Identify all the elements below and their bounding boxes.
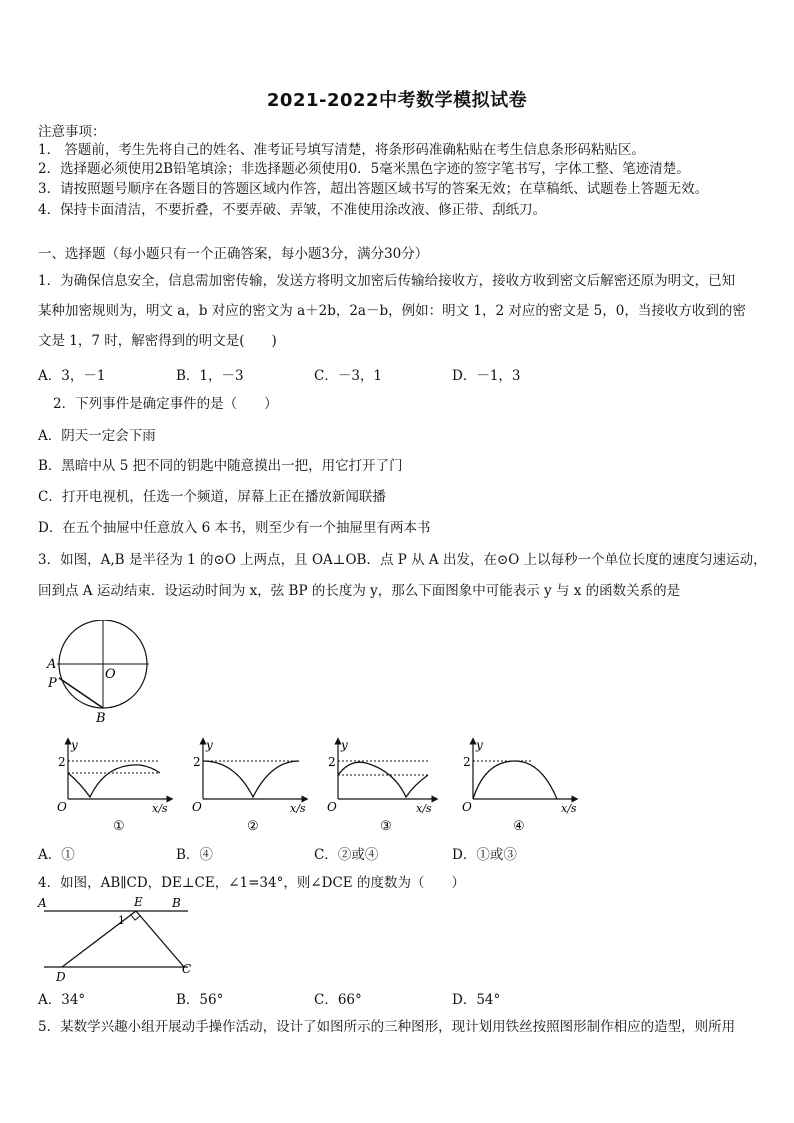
label-b: B	[172, 896, 181, 910]
graph-1	[57, 738, 170, 834]
q3-option-a[interactable]: A．①	[38, 847, 75, 863]
notice-item: 1． 答题前，考生先将自己的姓名、准考证号填写清楚，将条形码准确粘贴在考生信息条形码粘贴区。	[38, 142, 645, 158]
label-p: P	[48, 676, 57, 691]
q3-option-d[interactable]: D．①或③	[452, 847, 517, 863]
q1-stem-line: 1．为确保信息安全，信息需加密传输，发送方将明文加密后传输给接收方，接收方收到密文后解密还原为明文，已知	[38, 273, 736, 289]
q1-stem-line: 某种加密规则为，明文 a，b 对应的密文为 a＋2b，2a－b，例如：明文 1，2 对应的密文是 5，0，当接收方收到的密	[38, 303, 746, 319]
svg-text:2: 2	[328, 755, 336, 769]
q2-option-b[interactable]: B．黑暗中从 5 把不同的钥匙中随意摸出一把，用它打开了门	[38, 458, 403, 474]
svg-text:y: y	[476, 738, 483, 752]
page-title: 2021-2022中考数学模拟试卷	[266, 90, 528, 111]
q1-option-c[interactable]: C．－3，1	[314, 368, 383, 384]
graph-4-label: ④	[513, 819, 525, 834]
q4-option-b[interactable]: B．56°	[176, 992, 224, 1008]
svg-text:2: 2	[58, 755, 66, 769]
q1-stem-line: 文是 1，7 时，解密得到的明文是( )	[38, 333, 277, 349]
notice-item: 2．选择题必须使用2B铅笔填涂；非选择题必须使用0．5毫米黑色字迹的签字笔书写，字体工整、笔迹清楚。	[38, 161, 690, 177]
q3-option-c[interactable]: C．②或④	[314, 847, 379, 863]
q4-stem: 4．如图，AB∥CD，DE⊥CE，∠1=34°，则∠DCE 的度数为（ ）	[38, 875, 465, 891]
label-angle-1: 1	[118, 914, 125, 927]
label-c: C	[182, 962, 192, 976]
graph-3	[327, 738, 435, 834]
svg-text:2: 2	[463, 755, 471, 769]
graph-2	[192, 738, 306, 834]
q3-stem-line: 回到点 A 运动结束．设运动时间为 x，弦 BP 的长度为 y，那么下面图象中可能表示 y 与 x 的函数关系的是	[38, 583, 681, 599]
svg-text:2: 2	[193, 755, 201, 769]
svg-text:O: O	[327, 800, 337, 814]
svg-text:y: y	[206, 738, 213, 752]
q3-options	[38, 843, 758, 863]
q1-option-b[interactable]: B．1，－3	[176, 368, 244, 384]
q2-option-d[interactable]: D．在五个抽屉中任意放入 6 本书，则至少有一个抽屉里有两本书	[38, 520, 431, 536]
notice-heading: 注意事项：	[38, 124, 106, 140]
q2-option-a[interactable]: A．阴天一定会下雨	[38, 428, 156, 444]
label-a: A	[47, 657, 57, 672]
graph-4	[462, 738, 577, 834]
section-heading: 一、选择题（每小题只有一个正确答案，每小题3分，满分30分）	[38, 246, 429, 262]
q1-option-d[interactable]: D．－1，3	[452, 368, 521, 384]
label-d: D	[56, 970, 66, 983]
q4-option-a[interactable]: A．34°	[38, 992, 86, 1008]
svg-text:x/s: x/s	[290, 802, 306, 815]
q4-option-c[interactable]: C．66°	[314, 992, 362, 1008]
svg-text:O: O	[462, 800, 472, 814]
q1-options	[38, 364, 758, 384]
q2-stem: 2．下列事件是确定事件的是（ ）	[53, 396, 278, 412]
label-o: O	[105, 667, 116, 682]
label-e: E	[134, 895, 143, 909]
q3-stem-line: 3．如图，A,B 是半径为 1 的⊙O 上两点，且 OA⊥OB．点 P 从 A 出发，在⊙O 上以每秒一个单位长度的速度匀速运动，	[38, 552, 767, 568]
graph-2-label: ②	[247, 819, 259, 834]
q2-option-c[interactable]: C．打开电视机，任选一个频道，屏幕上正在播放新闻联播	[38, 489, 386, 505]
q3-circle-figure	[40, 620, 160, 725]
svg-text:x/s: x/s	[152, 802, 168, 815]
q3-graph-options	[40, 735, 630, 835]
svg-text:O: O	[192, 800, 202, 814]
svg-text:x/s: x/s	[561, 802, 577, 815]
q4-options	[38, 988, 758, 1008]
svg-text:O: O	[57, 800, 67, 814]
graph-3-label: ③	[380, 819, 392, 834]
q4-figure	[36, 893, 201, 983]
q3-option-b[interactable]: B．④	[176, 847, 213, 863]
label-a: A	[38, 896, 47, 910]
graph-1-label: ①	[113, 819, 125, 834]
q4-option-d[interactable]: D．54°	[452, 992, 501, 1008]
q5-stem: 5．某数学兴趣小组开展动手操作活动，设计了如图所示的三种图形，现计划用铁丝按照图形制作相应的造型，则所用	[38, 1019, 736, 1035]
notice-item: 3．请按照题号顺序在各题目的答题区域内作答，超出答题区域书写的答案无效；在草稿纸、试题卷上答题无效。	[38, 181, 709, 197]
svg-text:y: y	[341, 738, 348, 752]
svg-text:x/s: x/s	[416, 802, 432, 815]
svg-text:y: y	[71, 738, 78, 752]
q1-option-a[interactable]: A．3，－1	[38, 368, 106, 384]
label-b: B	[96, 711, 106, 725]
notice-item: 4．保持卡面清洁，不要折叠，不要弄破、弄皱，不准使用涂改液、修正带、刮纸刀。	[38, 202, 547, 218]
